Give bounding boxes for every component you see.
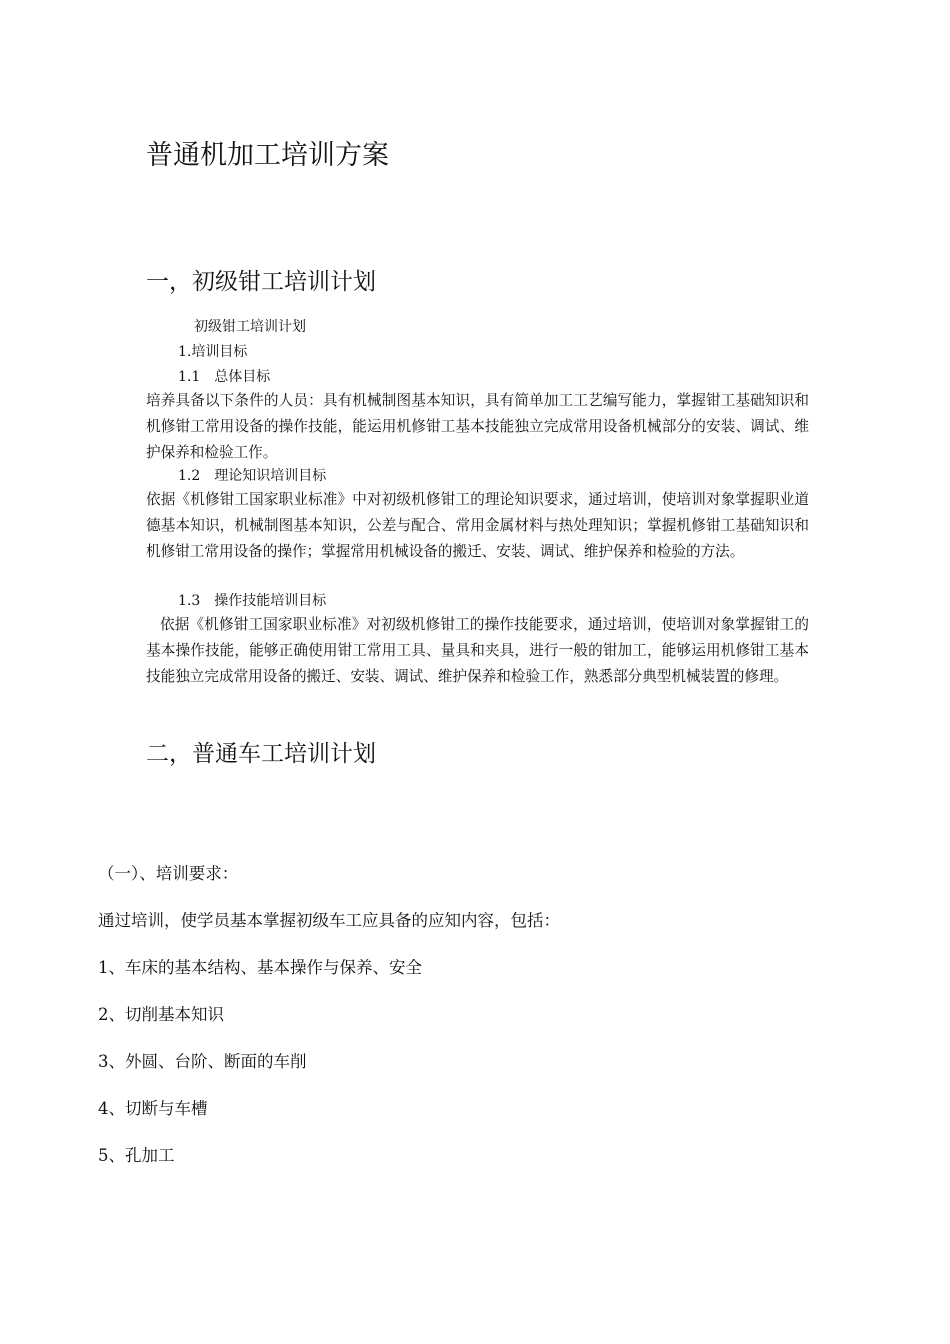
section-1-heading: 一，初级钳工培训计划: [146, 269, 376, 295]
document-title: 普通机加工培训方案: [146, 140, 389, 171]
list-item: 4、切断与车槽: [98, 1099, 208, 1118]
skill-goal-heading: 1.3 操作技能培训目标: [178, 593, 327, 609]
training-goal-heading: 1.培训目标: [178, 344, 248, 360]
section-1-subtitle: 初级钳工培训计划: [194, 319, 306, 335]
section-2-heading: 二，普通车工培训计划: [146, 741, 376, 767]
list-item: 5、孔加工: [98, 1146, 175, 1165]
training-intro: 通过培训，使学员基本掌握初级车工应具备的应知内容，包括：: [98, 911, 560, 930]
theory-goal-heading: 1.2 理论知识培训目标: [178, 468, 327, 484]
overall-goal-text: 培养具备以下条件的人员：具有机械制图基本知识，具有简单加工工艺编写能力，掌握钳工基础知识和机修钳工常用设备的操作技能，能运用机修钳工基本技能独立完成常用设备机械部分的安装、调试、维护保养和检验工作。: [146, 392, 809, 461]
list-item: 1、车床的基本结构、基本操作与保养、安全: [98, 958, 422, 977]
list-item: 2、切削基本知识: [98, 1005, 224, 1024]
training-requirements-heading: （一）、培训要求：: [98, 864, 239, 883]
skill-goal-text: 依据《机修钳工国家职业标准》对初级机修钳工的操作技能要求，通过培训，使培训对象掌握钳工的基本操作技能，能够正确使用钳工常用工具、量具和夹具，进行一般的钳加工，能够运用机修钳工基本技能独立完成常用设备的搬迁、安装、调试、维护保养和检验工作，熟悉部分典型机械装置的修理。: [146, 616, 809, 685]
list-item: 3、外圆、台阶、断面的车削: [98, 1052, 307, 1071]
theory-goal-text: 依据《机修钳工国家职业标准》中对初级机修钳工的理论知识要求，通过培训，使培训对象掌握职业道德基本知识，机械制图基本知识，公差与配合、常用金属材料与热处理知识；掌握机修钳工基础知识和机修钳工常用设备的操作；掌握常用机械设备的搬迁、安装、调试、维护保养和检验的方法。: [146, 491, 809, 560]
overall-goal-heading: 1.1 总体目标: [178, 369, 271, 385]
